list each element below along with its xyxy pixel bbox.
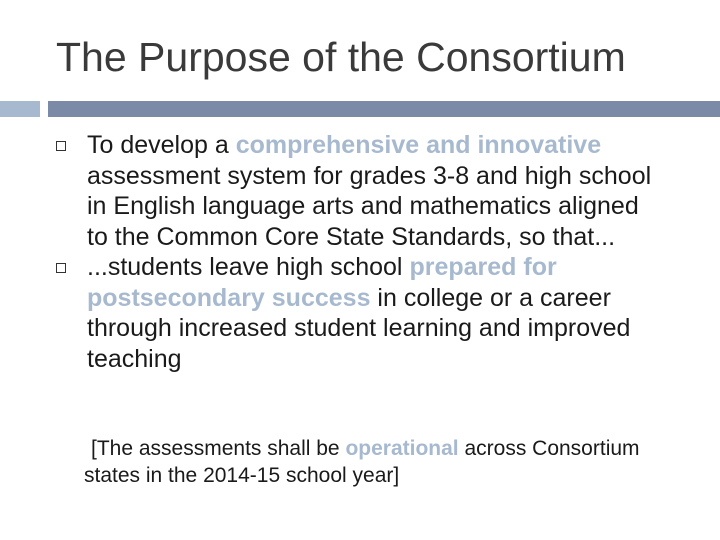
title-divider-bar: [48, 101, 720, 117]
note-text: across Consortium states in the 2014-15 school year]: [84, 437, 640, 487]
highlight-text: operational: [345, 437, 459, 460]
bullet-text: To develop a: [87, 131, 236, 159]
bullet-list: [56, 130, 666, 374]
hollow-square-bullet-icon: [56, 263, 66, 273]
bullet-text: in college or a career through increased student learning and improved teaching: [87, 283, 631, 373]
note-text: [The assessments shall be: [91, 437, 346, 460]
slide-title: The Purpose of the Consortium: [56, 34, 626, 80]
title-divider-accent: [0, 101, 40, 117]
highlight-text: prepared for postsecondary success: [87, 253, 557, 312]
bullet-text: ...students leave high school: [87, 253, 410, 281]
highlight-text: comprehensive and innovative: [235, 131, 602, 159]
bullet-item-outcome: [56, 252, 666, 374]
bullet-item-purpose: [56, 130, 666, 252]
hollow-square-bullet-icon: [56, 141, 66, 151]
bullet-text: assessment system for grades 3-8 and high school in English language arts and mathematics aligned to the Common Core State Standards, so that...: [87, 161, 652, 251]
assessment-note: [84, 436, 684, 489]
